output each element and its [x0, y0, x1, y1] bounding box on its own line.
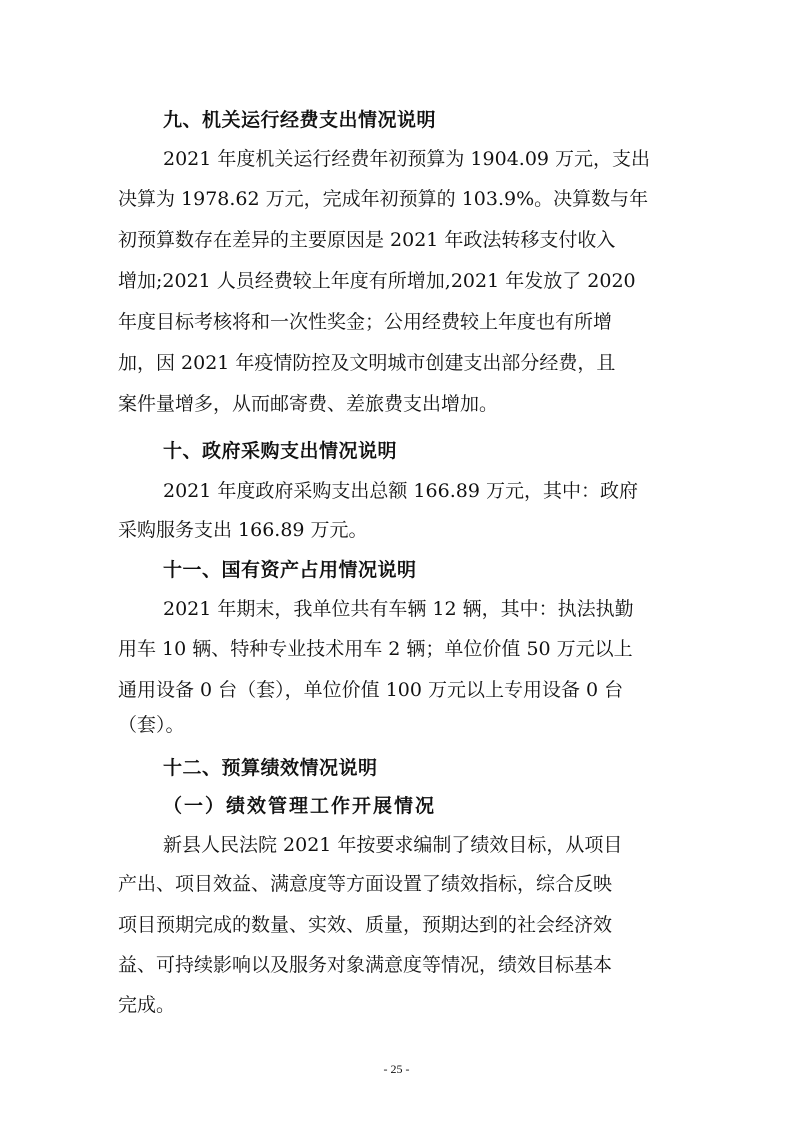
- paragraph-line: 2021 年度政府采购支出总额 166.89 万元，其中：政府: [163, 480, 638, 502]
- paragraph-line: 益、可持续影响以及服务对象满意度等情况，绩效目标基本: [118, 954, 613, 976]
- paragraph-line: 采购服务支出 166.89 万元。: [118, 519, 368, 541]
- section-heading-12: 十二、预算绩效情况说明: [163, 757, 378, 779]
- paragraph-line: 年度目标考核将和一次性奖金；公用经费较上年度也有所增: [118, 311, 613, 333]
- paragraph-line: 完成。: [118, 994, 176, 1016]
- paragraph-line: 案件量增多，从而邮寄费、差旅费支出增加。: [118, 393, 499, 415]
- paragraph-line: 用车 10 辆、特种专业技术用车 2 辆；单位价值 50 万元以上: [118, 638, 633, 660]
- paragraph-line: 2021 年期末，我单位共有车辆 12 辆，其中：执法执勤: [163, 598, 634, 620]
- paragraph-line: 新县人民法院 2021 年按要求编制了绩效目标，从项目: [163, 834, 623, 856]
- section-heading-11: 十一、国有资产占用情况说明: [163, 559, 417, 581]
- page-number: - 25 -: [383, 1062, 410, 1076]
- paragraph-line: 产出、项目效益、满意度等方面设置了绩效指标，综合反映: [118, 873, 613, 895]
- paragraph-line: 项目预期完成的数量、实效、质量，预期达到的社会经济效: [118, 914, 613, 936]
- paragraph-line: 增加;2021 人员经费较上年度有所增加,2021 年发放了 2020: [118, 270, 636, 292]
- section-heading-9: 九、机关运行经费支出情况说明: [163, 109, 437, 131]
- paragraph-line: 决算为 1978.62 万元，完成年初预算的 103.9%。决算数与年: [118, 188, 649, 210]
- paragraph-line: 加，因 2021 年疫情防控及文明城市创建支出部分经费，且: [118, 352, 616, 374]
- section-heading-10: 十、政府采购支出情况说明: [163, 440, 398, 462]
- paragraph-line: 通用设备 0 台（套），单位价值 100 万元以上专用设备 0 台: [118, 679, 624, 701]
- subsection-heading: （一）绩效管理工作开展情况: [163, 795, 437, 817]
- paragraph-line: （套）。: [118, 714, 185, 736]
- paragraph-line: 2021 年度机关运行经费年初预算为 1904.09 万元，支出: [163, 148, 651, 170]
- paragraph-line: 初预算数存在差异的主要原因是 2021 年政法转移支付收入: [118, 229, 616, 251]
